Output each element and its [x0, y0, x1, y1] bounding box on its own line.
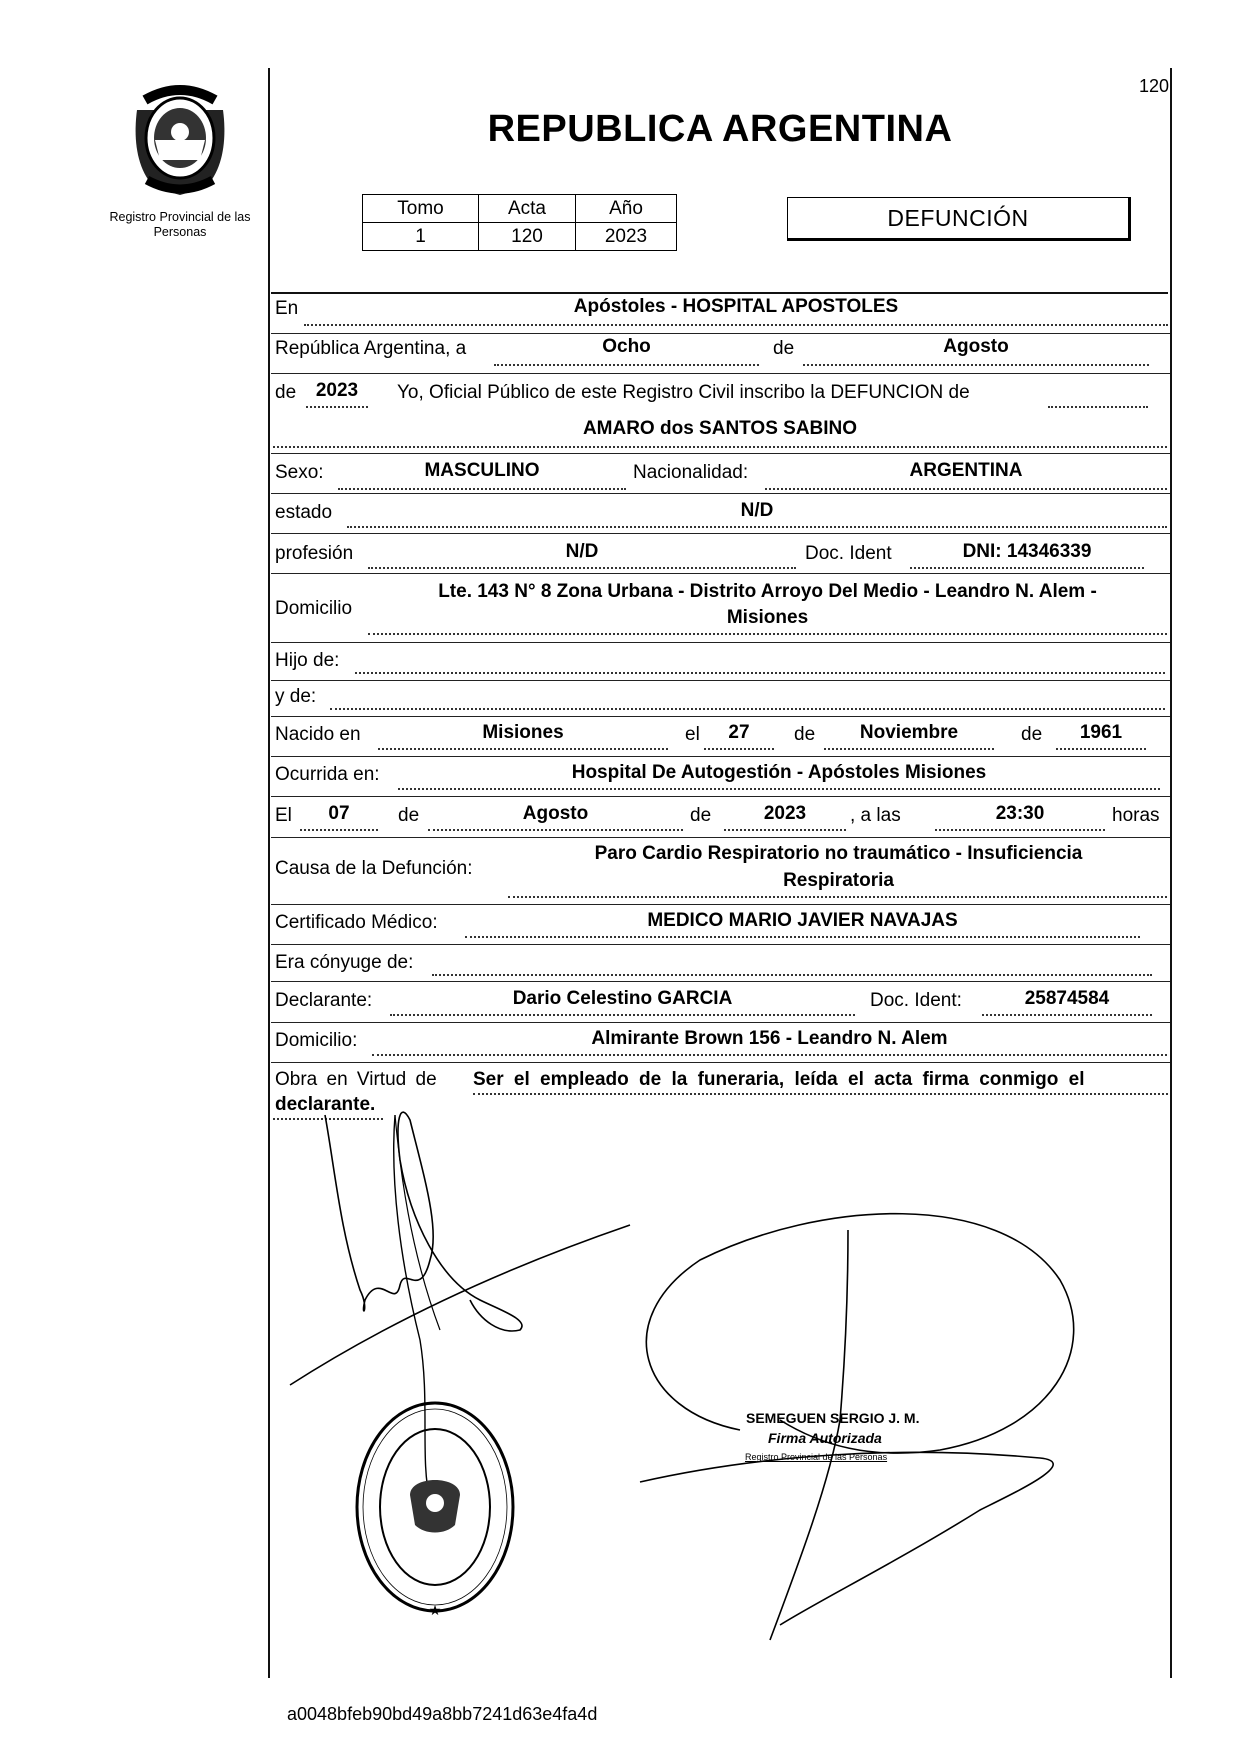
fallec-dia-value: 07 — [328, 803, 350, 824]
obra-text-line2: declarante. — [275, 1094, 376, 1115]
yde-label: y de: — [275, 686, 317, 707]
dotted-line — [398, 788, 1160, 790]
dotted-line — [765, 488, 1167, 490]
day-words-value: Ocho — [602, 336, 651, 357]
declarante-value: Dario Celestino GARCIA — [512, 988, 733, 1009]
dotted-line — [465, 936, 1140, 938]
domicilio-line1: Lte. 143 N° 8 Zona Urbana - Distrito Arroyo Del Medio - Leandro N. Alem - — [438, 581, 1097, 602]
obra-text-line1: Ser el empleado de la funeraria, leída el acta firma conmigo el — [473, 1069, 1085, 1090]
dotted-line — [347, 526, 1167, 528]
dotted-line — [368, 567, 796, 569]
doc-ident-label: Doc. Ident — [805, 543, 892, 564]
certificado-label: Certificado Médico: — [275, 912, 438, 933]
causa-line2: Respiratoria — [783, 870, 894, 891]
nacionalidad-value: ARGENTINA — [909, 460, 1023, 481]
dotted-line — [428, 829, 683, 831]
el-cap-label: El — [275, 805, 292, 826]
deceased-name: AMARO dos SANTOS SABINO — [582, 418, 858, 439]
el-label: el — [685, 724, 700, 745]
record-value: 2023 — [576, 223, 677, 251]
domicilio-label: Domicilio — [275, 598, 353, 619]
hora-value: 23:30 — [995, 803, 1045, 824]
de-label: de — [794, 724, 816, 745]
de-label: de — [398, 805, 420, 826]
declarante-label: Declarante: — [275, 990, 373, 1011]
signer-registry: Registro Provincial de las Personas — [745, 1452, 888, 1462]
causa-line1: Paro Cardio Respiratorio no traumático - Insuficiencia — [594, 843, 1083, 864]
certificado-value: MEDICO MARIO JAVIER NAVAJAS — [647, 910, 958, 931]
record-value: 1 — [363, 223, 479, 251]
record-header: Tomo — [363, 195, 479, 223]
dotted-line — [982, 1014, 1152, 1016]
estado-label: estado — [275, 502, 333, 523]
obra-label: Obra en Virtud de — [275, 1069, 437, 1090]
dotted-line — [355, 672, 1165, 674]
dotted-line — [273, 1118, 383, 1120]
ocurrida-value: Hospital De Autogestión - Apóstoles Misiones — [571, 762, 987, 783]
dotted-line — [372, 1054, 1167, 1056]
declarante-doc-value: 25874584 — [1024, 988, 1110, 1009]
republica-label: República Argentina, a — [275, 338, 467, 359]
registry-stamp — [350, 1395, 520, 1625]
de-label: de — [690, 805, 712, 826]
dotted-line — [473, 1093, 1168, 1095]
signer-name: SEMEGUEN SERGIO J. M. — [746, 1410, 920, 1426]
causa-label: Causa de la Defunción: — [275, 858, 473, 879]
document-type-box: DEFUNCIÓN — [787, 197, 1131, 241]
profesion-value: N/D — [565, 541, 599, 562]
dotted-line — [304, 324, 1168, 326]
dotted-line — [910, 567, 1144, 569]
inscribo-text: Yo, Oficial Público de este Registro Civil inscribo la DEFUNCION de — [397, 382, 970, 403]
page-number: 120 — [1138, 76, 1169, 96]
dotted-line — [378, 748, 668, 750]
left-margin-line — [268, 68, 270, 1678]
ocurrida-label: Ocurrida en: — [275, 764, 380, 785]
nacido-label: Nacido en — [275, 724, 361, 745]
de-label: de — [275, 382, 297, 403]
conyuge-label: Era cónyuge de: — [275, 952, 414, 973]
dotted-line — [338, 488, 626, 490]
dotted-line — [432, 974, 1152, 976]
dotted-line — [300, 829, 378, 831]
document-hash: a0048bfeb90bd49a8bb7241d63e4fa4d — [287, 1704, 598, 1724]
form-top-border — [271, 292, 1168, 294]
dotted-line — [724, 829, 846, 831]
horas-label: horas — [1112, 805, 1160, 826]
sexo-value: MASCULINO — [424, 460, 540, 481]
alas-label: , a las — [850, 805, 901, 826]
dotted-line — [330, 708, 1165, 710]
fallec-anio-value: 2023 — [763, 803, 807, 824]
domicilio2-label: Domicilio: — [275, 1030, 358, 1051]
profesion-label: profesión — [275, 543, 354, 564]
doc-ident-value: DNI: 14346339 — [962, 541, 1092, 562]
page-title: REPUBLICA ARGENTINA — [487, 108, 953, 150]
dotted-line — [494, 364, 759, 366]
fallec-mes-value: Agosto — [522, 803, 589, 824]
sexo-label: Sexo: — [275, 462, 324, 483]
hijo-label: Hijo de: — [275, 650, 340, 671]
nacido-dia-value: 27 — [728, 722, 750, 743]
record-table — [362, 194, 677, 251]
dotted-line — [306, 406, 368, 408]
dotted-line — [824, 748, 994, 750]
dotted-line — [704, 748, 774, 750]
en-label: En — [275, 298, 299, 319]
svg-text:★: ★ — [428, 1603, 442, 1619]
year-value: 2023 — [315, 380, 359, 401]
record-header: Año — [576, 195, 677, 223]
dotted-line — [390, 1014, 855, 1016]
dotted-line — [368, 633, 1167, 635]
de-label: de — [1021, 724, 1043, 745]
dotted-line — [1048, 406, 1148, 408]
dotted-line — [273, 446, 1167, 448]
dotted-line — [508, 896, 1167, 898]
doc-ident2-label: Doc. Ident: — [870, 990, 962, 1011]
nacido-anio-value: 1961 — [1079, 722, 1123, 743]
dotted-line — [803, 364, 1149, 366]
record-header: Acta — [479, 195, 576, 223]
registry-name: Registro Provincial de las Personas — [109, 210, 251, 239]
domicilio-line2: Misiones — [726, 607, 809, 628]
month-value: Agosto — [943, 336, 1009, 357]
nacido-lugar-value: Misiones — [482, 722, 564, 743]
declarante-domicilio-value: Almirante Brown 156 - Leandro N. Alem — [591, 1028, 948, 1049]
place-value: Apóstoles - HOSPITAL APOSTOLES — [573, 296, 899, 317]
de-label: de — [773, 338, 795, 359]
nacido-mes-value: Noviembre — [859, 722, 959, 743]
nacionalidad-label: Nacionalidad: — [633, 462, 749, 483]
right-margin-line — [1170, 68, 1172, 1678]
dotted-line — [935, 829, 1105, 831]
record-value: 120 — [479, 223, 576, 251]
signer-role: Firma Autorizada — [768, 1430, 882, 1446]
dotted-line — [1056, 748, 1146, 750]
estado-value: N/D — [740, 500, 774, 521]
